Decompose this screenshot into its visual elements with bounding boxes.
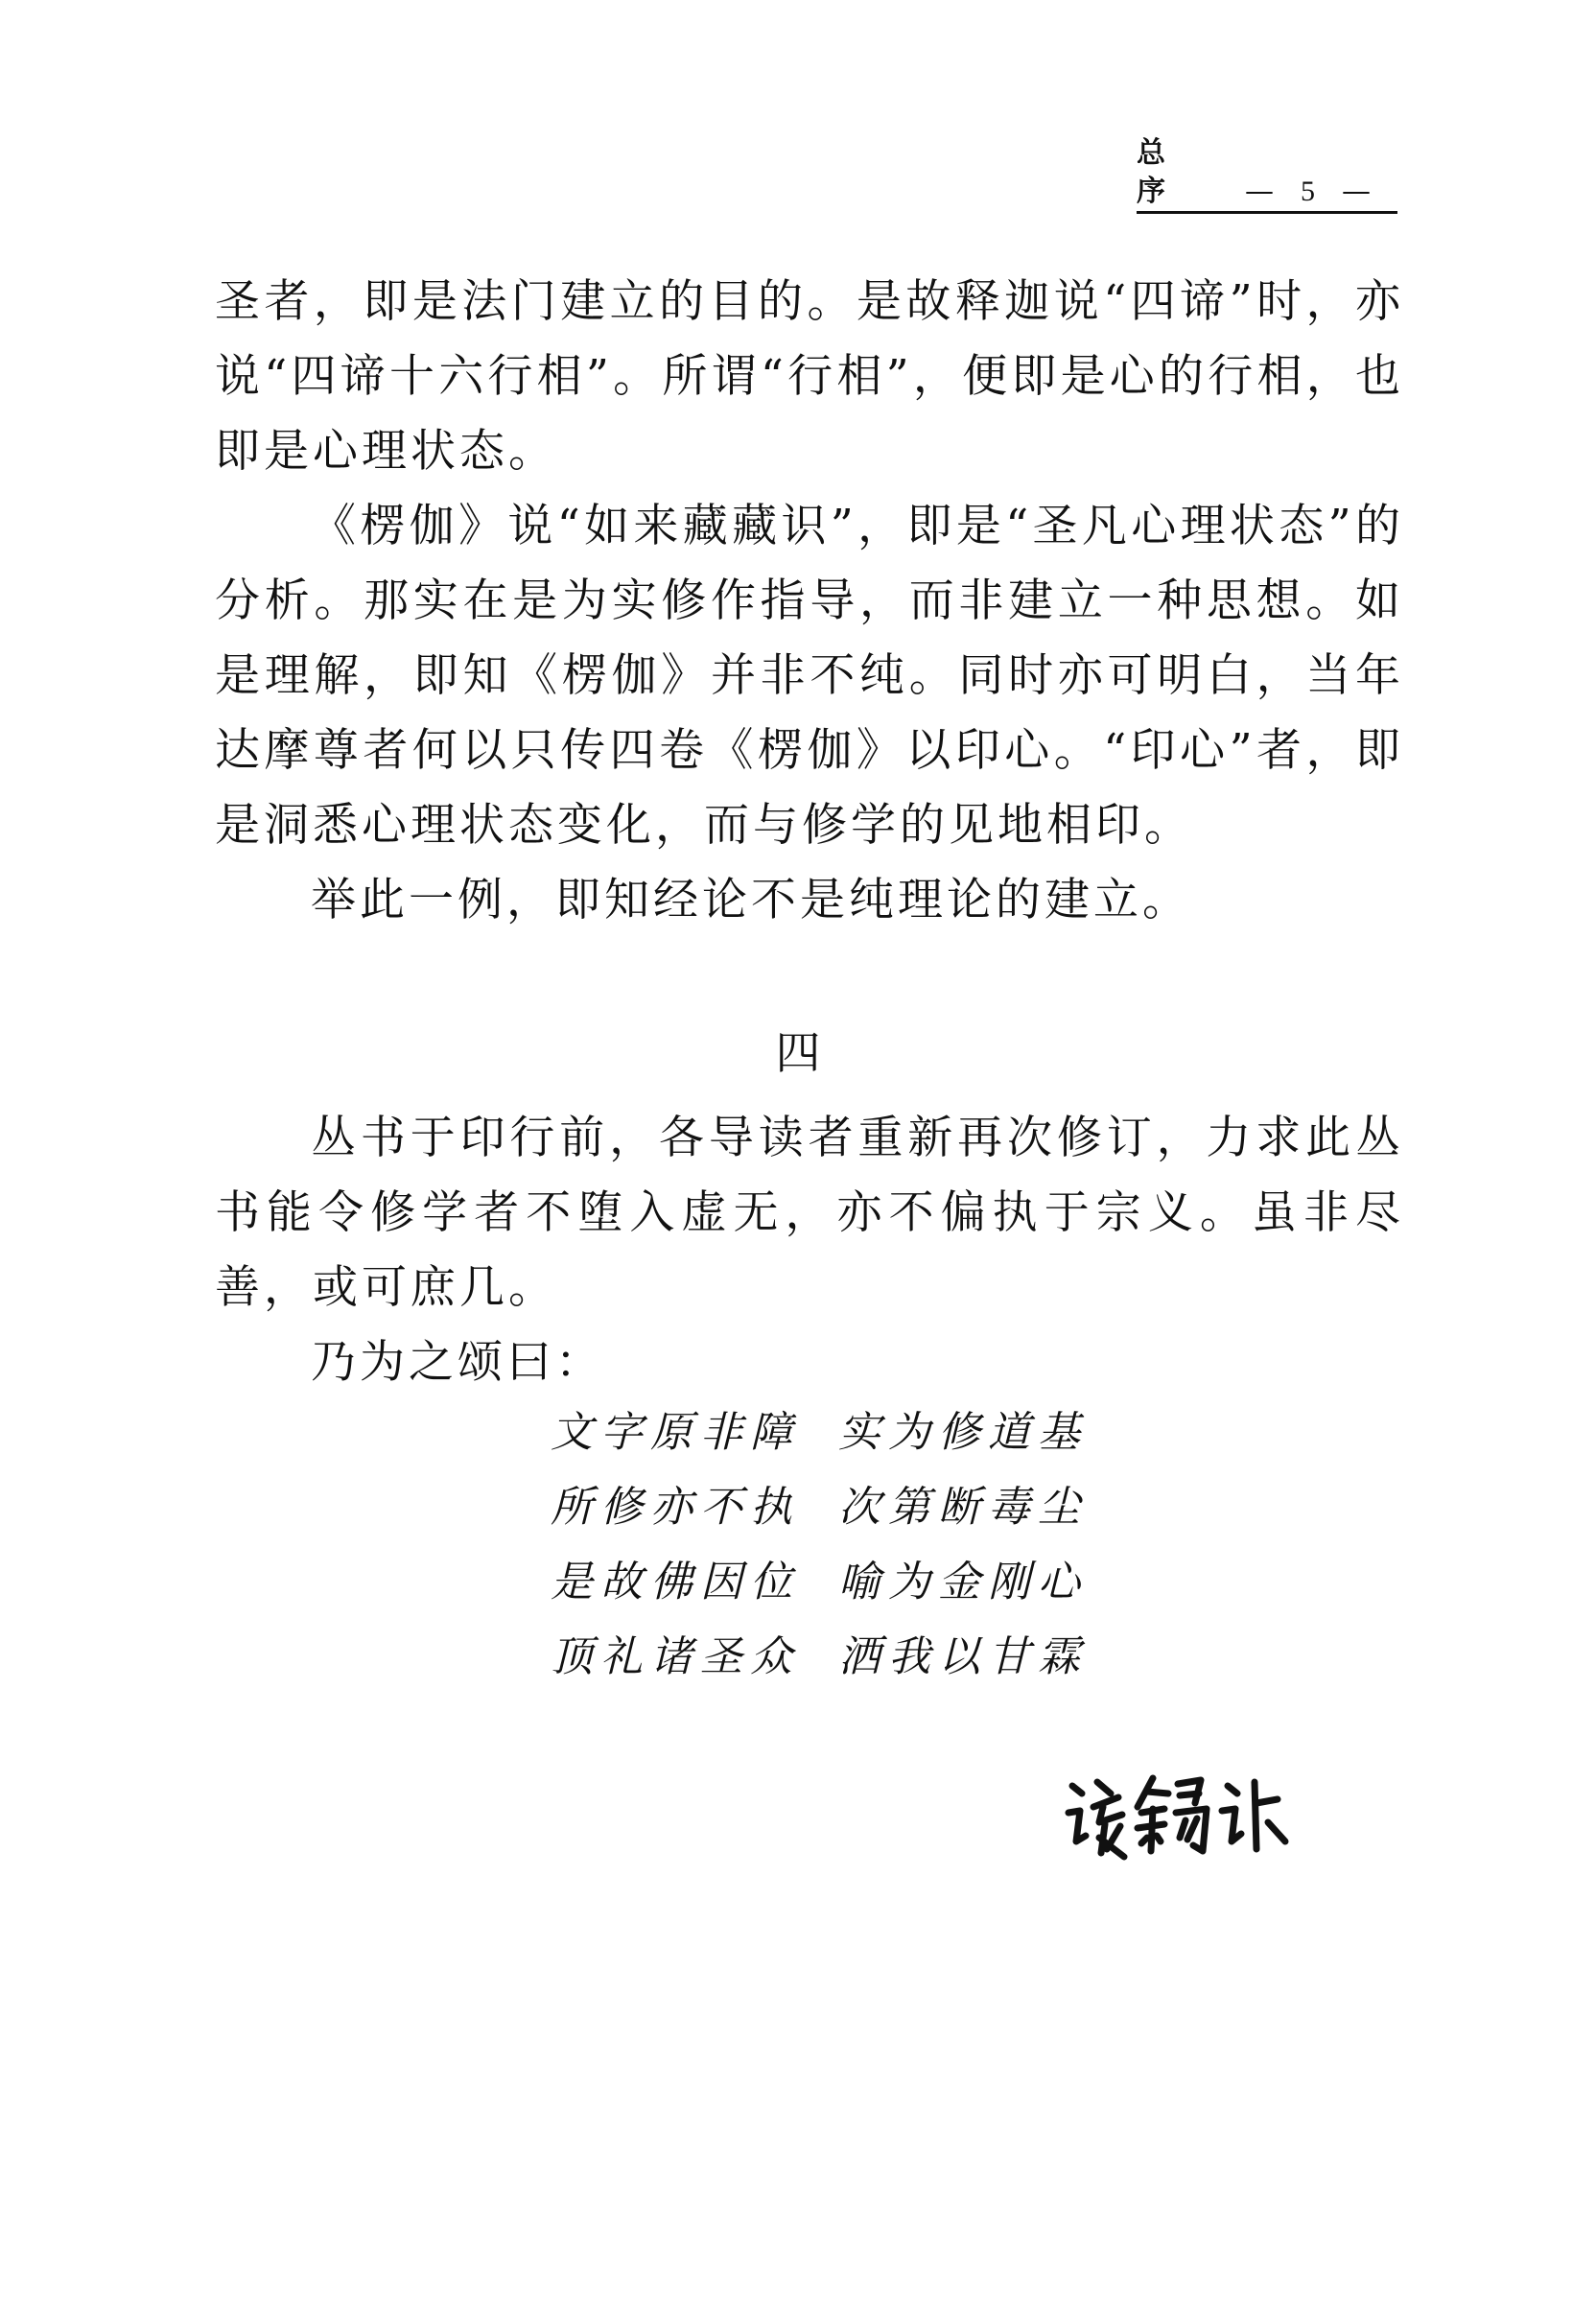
paragraph: 《楞伽》说“如来藏藏识”，即是“圣凡心理状态”的分析。那实在是为实修作指导，而非建立一种思想。如是理解，即知《楞伽》并非不纯。同时亦可明白，当年达摩尊者何以只传四卷《楞伽》以印心。“印心”者，即是洞悉心理状态变化，而与修学的见地相印。 bbox=[215, 500, 1404, 852]
verse-half: 文字原非障 bbox=[551, 1408, 800, 1457]
verse-line bbox=[551, 1395, 1088, 1470]
paragraph: 丛书于印行前，各导读者重新再次修订，力求此丛书能令修学者不堕入虚无，亦不偏执于宗义。虽非尽善，或可庶几。 bbox=[215, 1112, 1404, 1314]
verse-half: 是故佛因位 bbox=[551, 1558, 800, 1606]
verse-half: 喻为金刚心 bbox=[838, 1558, 1088, 1606]
verse-line bbox=[551, 1470, 1088, 1545]
header-dash-right: — bbox=[1342, 175, 1371, 208]
verse-half: 所修亦不执 bbox=[551, 1483, 800, 1532]
verse bbox=[551, 1395, 1088, 1695]
running-header bbox=[1137, 136, 1397, 214]
paragraph: 圣者，即是法门建立的目的。是故释迦说“四谛”时，亦说“四谛十六行相”。所谓“行相”，便即是心的行相，也即是心理状态。 bbox=[215, 275, 1404, 478]
header-dash-left: — bbox=[1245, 175, 1274, 208]
body-text-bottom bbox=[215, 1101, 1404, 1400]
body-text-top bbox=[215, 265, 1404, 938]
paragraph: 举此一例，即知经论不是纯理论的建立。 bbox=[311, 874, 1191, 926]
section-heading: 四 bbox=[775, 1027, 821, 1080]
verse-line bbox=[551, 1545, 1088, 1620]
handwritten-signature bbox=[1065, 1765, 1295, 1870]
verse-half: 次第断毒尘 bbox=[838, 1483, 1088, 1532]
verse-line bbox=[551, 1620, 1088, 1695]
verse-half: 实为修道基 bbox=[838, 1408, 1088, 1457]
verse-half: 洒我以甘霖 bbox=[838, 1632, 1088, 1681]
verse-half: 顶礼诸圣众 bbox=[551, 1632, 800, 1681]
header-section-title: 总序 bbox=[1137, 136, 1165, 208]
paragraph: 乃为之颂曰： bbox=[311, 1336, 604, 1389]
page-number: 5 bbox=[1301, 176, 1315, 207]
